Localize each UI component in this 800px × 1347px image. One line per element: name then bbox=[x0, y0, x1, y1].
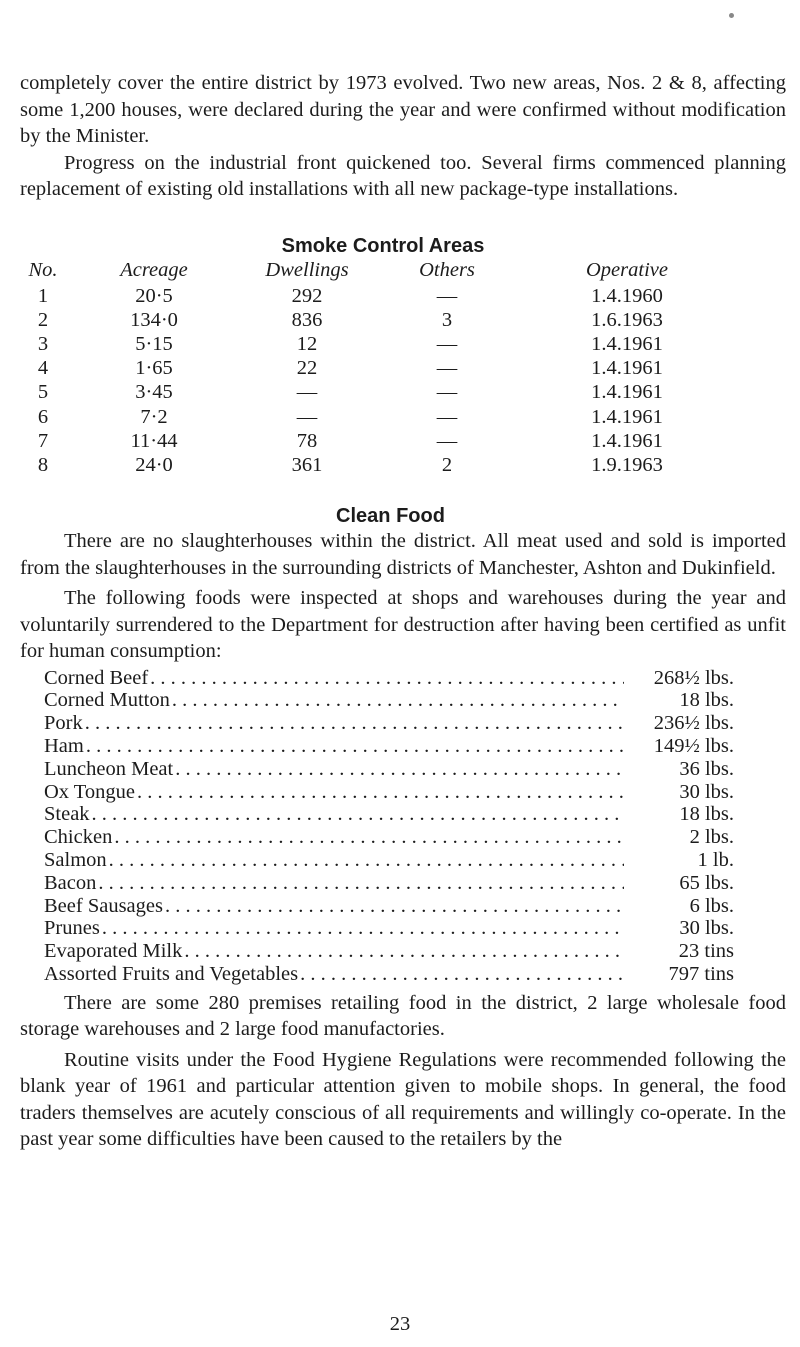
food-quantity: 65 lbs. bbox=[679, 871, 734, 894]
food-name: Beef Sausages bbox=[44, 894, 163, 917]
smoke-control-table bbox=[20, 258, 732, 478]
cell-others: 2 bbox=[441, 453, 453, 476]
cell-acreage: 7·2 bbox=[140, 405, 168, 428]
cell-dwellings: 22 bbox=[296, 357, 318, 380]
cell-acreage: 24·0 bbox=[135, 453, 173, 476]
cell-others: — bbox=[436, 284, 458, 307]
dot-leader bbox=[114, 826, 624, 849]
clean-food-paragraph-3: There are some 280 premises retailing food in the district, 2 large wholesale food storage warehouses and 2 large food manufactories. bbox=[20, 991, 786, 1041]
cell-dwellings: 292 bbox=[291, 284, 323, 307]
cell-acreage: 20·5 bbox=[135, 284, 173, 307]
food-quantity: 30 lbs. bbox=[679, 780, 734, 803]
cell-operative: 1.4.1961 bbox=[591, 357, 663, 380]
dot-leader bbox=[172, 689, 624, 712]
list-item bbox=[44, 872, 734, 895]
food-quantity: 1 lb. bbox=[697, 849, 734, 871]
cell-others: 3 bbox=[441, 308, 453, 331]
dot-leader bbox=[85, 712, 624, 735]
food-name: Bacon bbox=[44, 871, 97, 894]
cell-others: — bbox=[436, 381, 458, 404]
food-quantity: 268½ lbs. bbox=[653, 666, 734, 689]
food-quantity: 2 lbs. bbox=[689, 826, 734, 849]
cell-dwellings: 836 bbox=[291, 308, 323, 331]
cell-others: — bbox=[436, 357, 458, 380]
table-row bbox=[20, 332, 732, 356]
food-name: Chicken bbox=[44, 826, 113, 849]
cell-dwellings: 78 bbox=[296, 429, 318, 452]
cell-operative: 1.9.1963 bbox=[591, 453, 663, 476]
list-item bbox=[44, 781, 734, 804]
dot-leader bbox=[300, 963, 624, 986]
food-quantity: 6 lbs. bbox=[689, 894, 734, 917]
food-name: Evaporated Milk bbox=[44, 940, 183, 963]
clean-food-paragraph-4: Routine visits under the Food Hygiene Regulations were recommended following the blank year of 1961 and particular attention given to mobile shops. In general, the food traders themselves are acutely conscious of all requirements and willingly co-operate. In the past year some difficulties have been caused to the retailers by the bbox=[20, 1048, 786, 1151]
food-quantity: 18 lbs. bbox=[679, 803, 734, 826]
list-item bbox=[44, 826, 734, 849]
food-name: Steak bbox=[44, 803, 90, 826]
col-dwellings-header: Dwellings bbox=[265, 259, 349, 282]
food-name: Corned Mutton bbox=[44, 689, 170, 712]
page-speck bbox=[729, 13, 734, 18]
smoke-table-header-row bbox=[20, 258, 732, 284]
page-number: 23 bbox=[389, 1313, 411, 1335]
table-row bbox=[20, 308, 732, 332]
food-name: Luncheon Meat bbox=[44, 757, 174, 780]
cell-operative: 1.4.1960 bbox=[591, 284, 663, 307]
list-item bbox=[44, 667, 734, 690]
table-row bbox=[20, 356, 732, 380]
cell-acreage: 5·15 bbox=[135, 332, 173, 355]
cell-operative: 1.4.1961 bbox=[591, 429, 663, 452]
dot-leader bbox=[165, 895, 624, 918]
list-item bbox=[44, 895, 734, 918]
dot-leader bbox=[98, 872, 624, 895]
food-quantity: 149½ lbs. bbox=[653, 735, 734, 758]
cell-acreage: 3·45 bbox=[135, 381, 173, 404]
dot-leader bbox=[184, 940, 624, 963]
cell-no: 3 bbox=[37, 332, 49, 355]
table-row bbox=[20, 380, 732, 404]
list-item bbox=[44, 689, 734, 712]
dot-leader bbox=[150, 667, 624, 690]
surrendered-foods-list bbox=[44, 667, 734, 986]
col-operative-header: Operative bbox=[586, 259, 668, 282]
clean-food-paragraph-2: The following foods were inspected at shops and warehouses during the year and voluntarily surrendered to the Department for destruction after having been certified as unfit for human consumption: bbox=[20, 587, 786, 663]
list-item bbox=[44, 803, 734, 826]
cell-no: 5 bbox=[37, 381, 49, 404]
dot-leader bbox=[86, 735, 624, 758]
list-item bbox=[44, 940, 734, 963]
list-item bbox=[44, 917, 734, 940]
food-name: Ox Tongue bbox=[44, 780, 135, 803]
list-item bbox=[44, 963, 734, 986]
food-name: Corned Beef bbox=[44, 666, 149, 689]
cell-others: — bbox=[436, 405, 458, 428]
table-row bbox=[20, 429, 732, 453]
cell-no: 2 bbox=[37, 308, 49, 331]
cell-operative: 1.4.1961 bbox=[591, 332, 663, 355]
cell-operative: 1.4.1961 bbox=[591, 381, 663, 404]
food-name: Pork bbox=[44, 712, 83, 735]
list-item bbox=[44, 735, 734, 758]
table-row bbox=[20, 405, 732, 429]
cell-operative: 1.4.1961 bbox=[591, 405, 663, 428]
cell-dwellings: 361 bbox=[291, 453, 323, 476]
clean-food-paragraph-1: There are no slaughterhouses within the district. All meat used and sold is imported from the slaughterhouses in the surrounding districts of Manchester, Ashton and Dukinfield. bbox=[20, 530, 786, 579]
clean-food-heading: Clean Food bbox=[336, 505, 445, 528]
food-name: Salmon bbox=[44, 849, 107, 871]
cell-no: 1 bbox=[37, 284, 49, 307]
col-others-header: Others bbox=[419, 259, 475, 282]
cell-operative: 1.6.1963 bbox=[591, 308, 663, 331]
document-page bbox=[20, 70, 786, 1153]
dot-leader bbox=[137, 781, 624, 804]
dot-leader bbox=[92, 803, 624, 826]
cell-dwellings: 12 bbox=[296, 332, 318, 355]
cell-acreage: 134·0 bbox=[130, 308, 178, 331]
list-item bbox=[44, 758, 734, 781]
food-quantity: 36 lbs. bbox=[679, 757, 734, 780]
dot-leader bbox=[102, 917, 624, 940]
intro-paragraph-2: Progress on the industrial front quickened too. Several firms commenced planning replacement of existing old installations with all new package-type installations. bbox=[20, 151, 786, 200]
food-quantity: 797 tins bbox=[668, 962, 734, 985]
food-quantity: 236½ lbs. bbox=[653, 712, 734, 735]
food-name: Prunes bbox=[44, 917, 100, 940]
food-quantity: 23 tins bbox=[678, 940, 734, 963]
dot-leader bbox=[109, 849, 624, 872]
col-acreage-header: Acreage bbox=[120, 259, 188, 282]
cell-no: 8 bbox=[37, 453, 49, 476]
cell-others: — bbox=[436, 332, 458, 355]
smoke-control-heading: Smoke Control Areas bbox=[281, 234, 485, 257]
food-name: Ham bbox=[44, 735, 84, 758]
cell-acreage: 11·44 bbox=[130, 429, 178, 452]
cell-no: 7 bbox=[37, 429, 49, 452]
cell-no: 4 bbox=[37, 357, 49, 380]
cell-no: 6 bbox=[37, 405, 49, 428]
cell-others: — bbox=[436, 429, 458, 452]
table-row bbox=[20, 284, 732, 308]
cell-dwellings: — bbox=[296, 381, 318, 404]
food-quantity: 30 lbs. bbox=[679, 917, 734, 940]
col-no-header: No. bbox=[28, 259, 58, 282]
cell-acreage: 1·65 bbox=[135, 357, 173, 380]
dot-leader bbox=[175, 758, 624, 781]
intro-paragraph-1: completely cover the entire district by 1973 evolved. Two new areas, Nos. 2 & 8, affecting some 1,200 houses, were declared during the year and were confirmed without modification by the Minister. bbox=[20, 72, 786, 147]
food-quantity: 18 lbs. bbox=[679, 689, 734, 712]
cell-dwellings: — bbox=[296, 405, 318, 428]
food-name: Assorted Fruits and Vegetables bbox=[44, 962, 299, 985]
list-item bbox=[44, 849, 734, 872]
table-row bbox=[20, 453, 732, 477]
list-item bbox=[44, 712, 734, 735]
